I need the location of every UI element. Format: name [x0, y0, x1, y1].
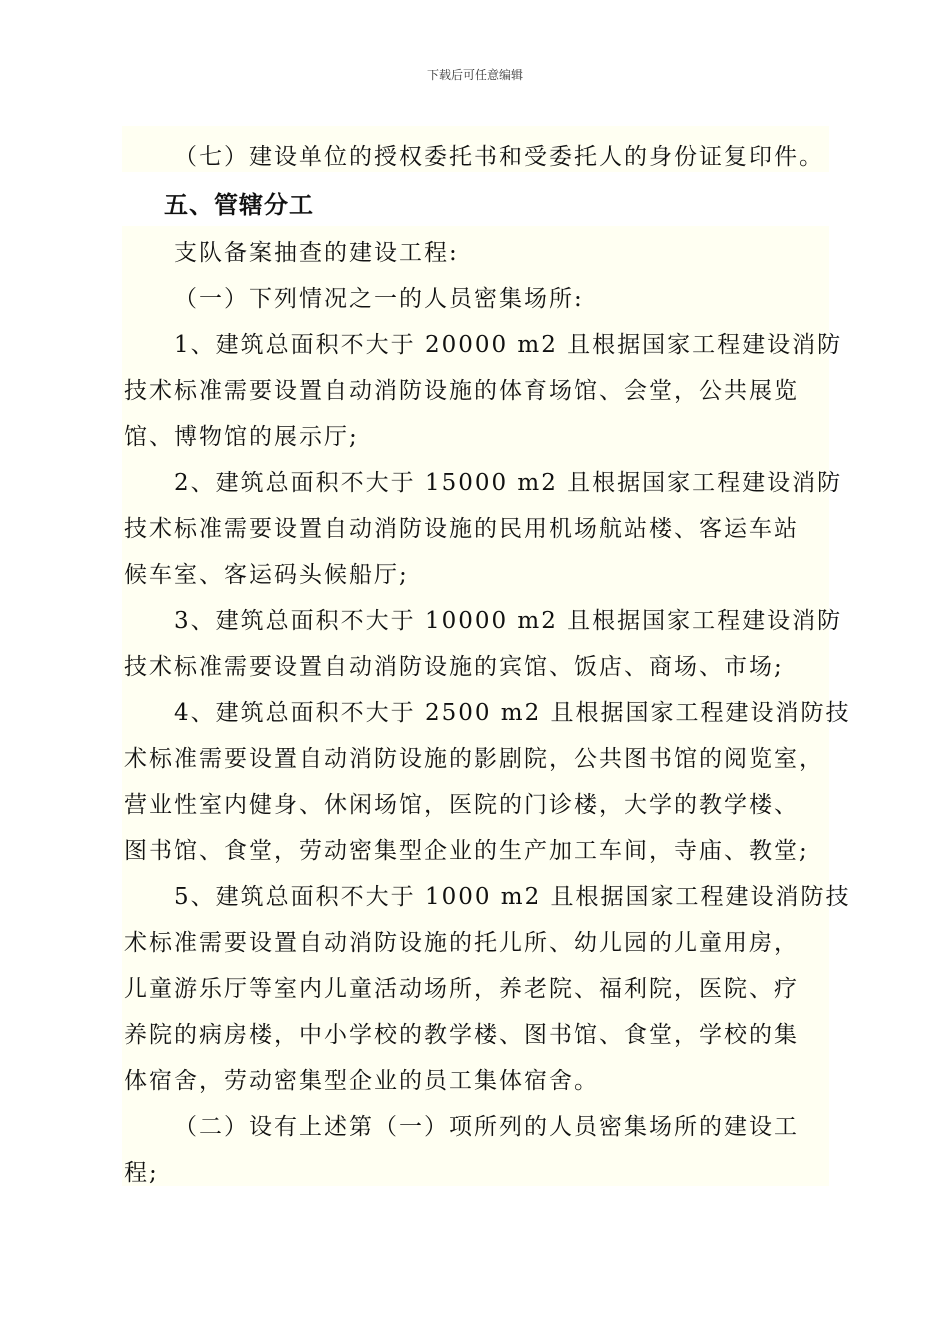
item1-line3: 馆、博物馆的展示厅; — [124, 424, 359, 450]
item5-line5: 体宿舍，劳动密集型企业的员工集体宿舍。 — [124, 1068, 599, 1094]
item5-line4: 养院的病房楼，中小学校的教学楼、图书馆、食堂，学校的集 — [124, 1022, 799, 1048]
subsection-two-line2: 程; — [124, 1160, 159, 1186]
item4-line2: 术标准需要设置自动消防设施的影剧院，公共图书馆的阅览室， — [124, 746, 824, 772]
item3-line1: 3、建筑总面积不大于 10000 m2 且根据国家工程建设消防 — [174, 608, 843, 634]
item3-line2: 技术标准需要设置自动消防设施的宾馆、饭店、商场、市场; — [124, 654, 784, 680]
item4-line1: 4、建筑总面积不大于 2500 m2 且根据国家工程建设消防技 — [174, 700, 851, 726]
item5-line1: 5、建筑总面积不大于 1000 m2 且根据国家工程建设消防技 — [174, 884, 851, 910]
item4-line4: 图书馆、食堂，劳动密集型企业的生产加工车间，寺庙、教堂; — [124, 838, 809, 864]
subsection-one: （一）下列情况之一的人员密集场所: — [174, 286, 584, 312]
item1-line1: 1、建筑总面积不大于 20000 m2 且根据国家工程建设消防 — [174, 332, 843, 358]
page-header: 下载后可任意编辑 — [426, 68, 523, 82]
item2-line1: 2、建筑总面积不大于 15000 m2 且根据国家工程建设消防 — [174, 470, 843, 496]
item5-line3: 儿童游乐厅等室内儿童活动场所，养老院、福利院，医院、疗 — [124, 976, 799, 1002]
item5-line2: 术标准需要设置自动消防设施的托儿所、幼儿园的儿童用房， — [124, 930, 799, 956]
item4-line3: 营业性室内健身、休闲场馆，医院的门诊楼，大学的教学楼、 — [124, 792, 799, 818]
section-heading: 五、管辖分工 — [164, 191, 314, 219]
item2-line2: 技术标准需要设置自动消防设施的民用机场航站楼、客运车站 — [124, 516, 799, 542]
intro-line: 支队备案抽查的建设工程: — [174, 240, 459, 266]
paragraph-seven: （七）建设单位的授权委托书和受委托人的身份证复印件。 — [174, 144, 824, 170]
item1-line2: 技术标准需要设置自动消防设施的体育场馆、会堂，公共展览 — [124, 378, 799, 404]
item2-line3: 候车室、客运码头候船厅; — [124, 562, 409, 588]
subsection-two-line1: （二）设有上述第（一）项所列的人员密集场所的建设工 — [174, 1114, 799, 1140]
